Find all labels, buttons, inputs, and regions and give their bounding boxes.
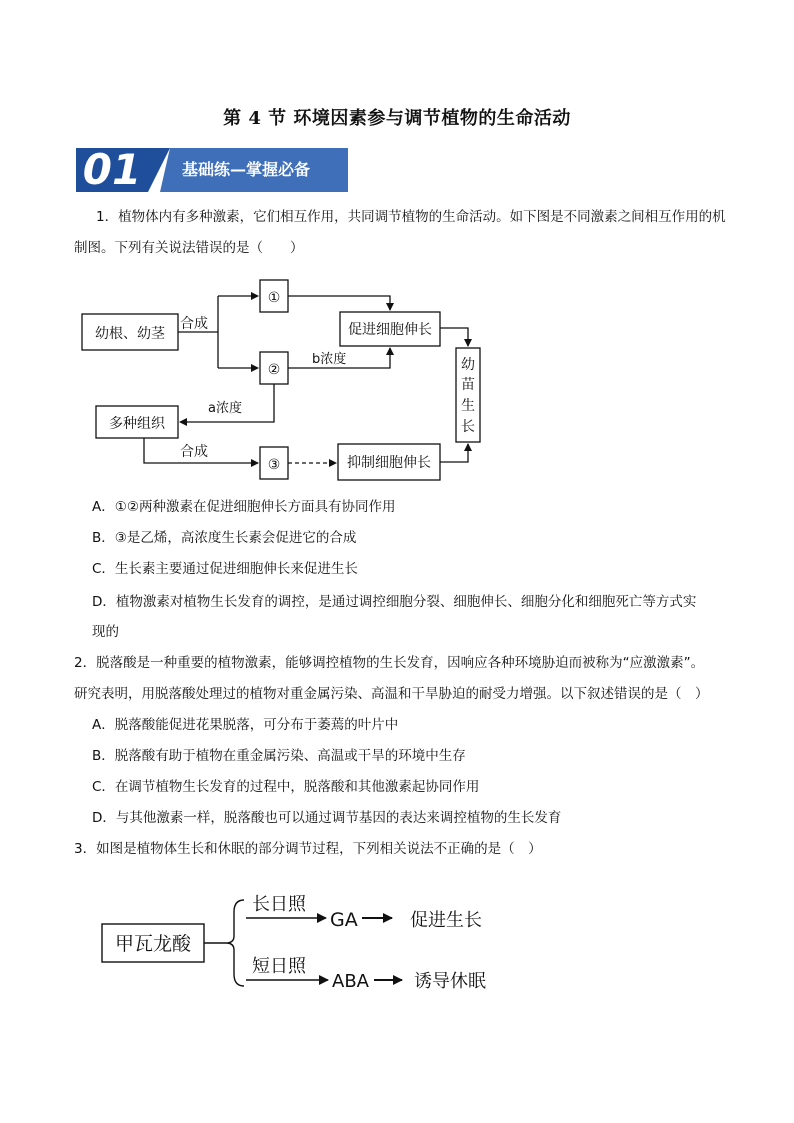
q2-option-d: D．与其他激素一样，脱落酸也可以通过调节基因的表达来调控植物的生长发育 (92, 810, 562, 826)
aba-label: ABA (332, 971, 369, 992)
source-label: 甲瓦龙酸 (114, 933, 192, 955)
q1-option-c: C．生长素主要通过促进细胞伸长来促进生长 (92, 561, 358, 577)
growth-char-3: 生 (461, 398, 475, 414)
promote-growth-label: 促进生长 (410, 910, 482, 931)
growth-char-2: 苗 (461, 377, 475, 393)
q1-option-d-line1: D．植物激素对植物生长发育的调控，是通过调控细胞分裂、细胞伸长、细胞分化和细胞死亡等方式实 (92, 594, 697, 610)
q2-option-c: C．在调节植物生长发育的过程中，脱落酸和其他激素起协同作用 (92, 779, 480, 795)
growth-char-1: 幼 (461, 357, 475, 373)
q2-option-b: B．脱落酸有助于植物在重金属污染、高温或干旱的环境中生存 (92, 748, 466, 764)
induce-dormancy-label: 诱导休眠 (414, 971, 486, 992)
q1-stem-line2: 制图。下列有关说法错误的是（ ） (74, 240, 304, 256)
q3-stem: 3．如图是植物体生长和休眠的部分调节过程，下列相关说法不正确的是（ ） (74, 841, 542, 857)
long-day-label: 长日照 (252, 894, 306, 915)
q3-diagram (96, 888, 516, 1000)
section-number: 01 (76, 148, 148, 192)
section-label: 基础练—掌握必备 (170, 148, 348, 192)
a-concentration-label: a浓度 (208, 401, 242, 416)
q2-stem-line1: 2．脱落酸是一种重要的植物激素，能够调控植物的生长发育，因响应各种环境胁迫而被称为“应激激素”。 (74, 655, 705, 671)
hormone1-label: ① (267, 290, 281, 306)
q1-option-a: A．①②两种激素在促进细胞伸长方面具有协同作用 (92, 499, 396, 515)
q1-option-b: B．③是乙烯，高浓度生长素会促进它的合成 (92, 530, 357, 546)
synth2-label: 合成 (180, 444, 208, 460)
hormone2-label: ② (267, 362, 281, 378)
q2-option-a: A．脱落酸能促进花果脱落，可分布于萎蔫的叶片中 (92, 717, 399, 733)
section-banner (76, 145, 348, 194)
b-concentration-label: b浓度 (312, 352, 347, 367)
q1-stem-line1: 1．植物体内有多种激素，它们相互作用，共同调节植物的生命活动。如下图是不同激素之间相互作用的机 (96, 209, 726, 225)
q1-option-d-line2: 现的 (92, 624, 119, 640)
root-label: 幼根、幼茎 (95, 326, 165, 342)
promote-label: 促进细胞伸长 (348, 322, 432, 338)
tissues-label: 多种组织 (109, 416, 165, 432)
ga-label: GA (330, 909, 358, 931)
hormone3-label: ③ (267, 457, 281, 473)
inhibit-label: 抑制细胞伸长 (347, 455, 431, 471)
q1-diagram (70, 272, 500, 492)
brace (226, 900, 244, 986)
q2-stem-line2: 研究表明，用脱落酸处理过的植物对重金属污染、高温和干旱胁迫的耐受力增强。以下叙述错误的是（ ） (74, 686, 709, 702)
synth1-label: 合成 (180, 316, 208, 332)
growth-char-4: 长 (461, 419, 475, 435)
short-day-label: 短日照 (252, 956, 306, 977)
page-title: 第 4 节 环境因素参与调节植物的生命活动 (223, 108, 571, 129)
